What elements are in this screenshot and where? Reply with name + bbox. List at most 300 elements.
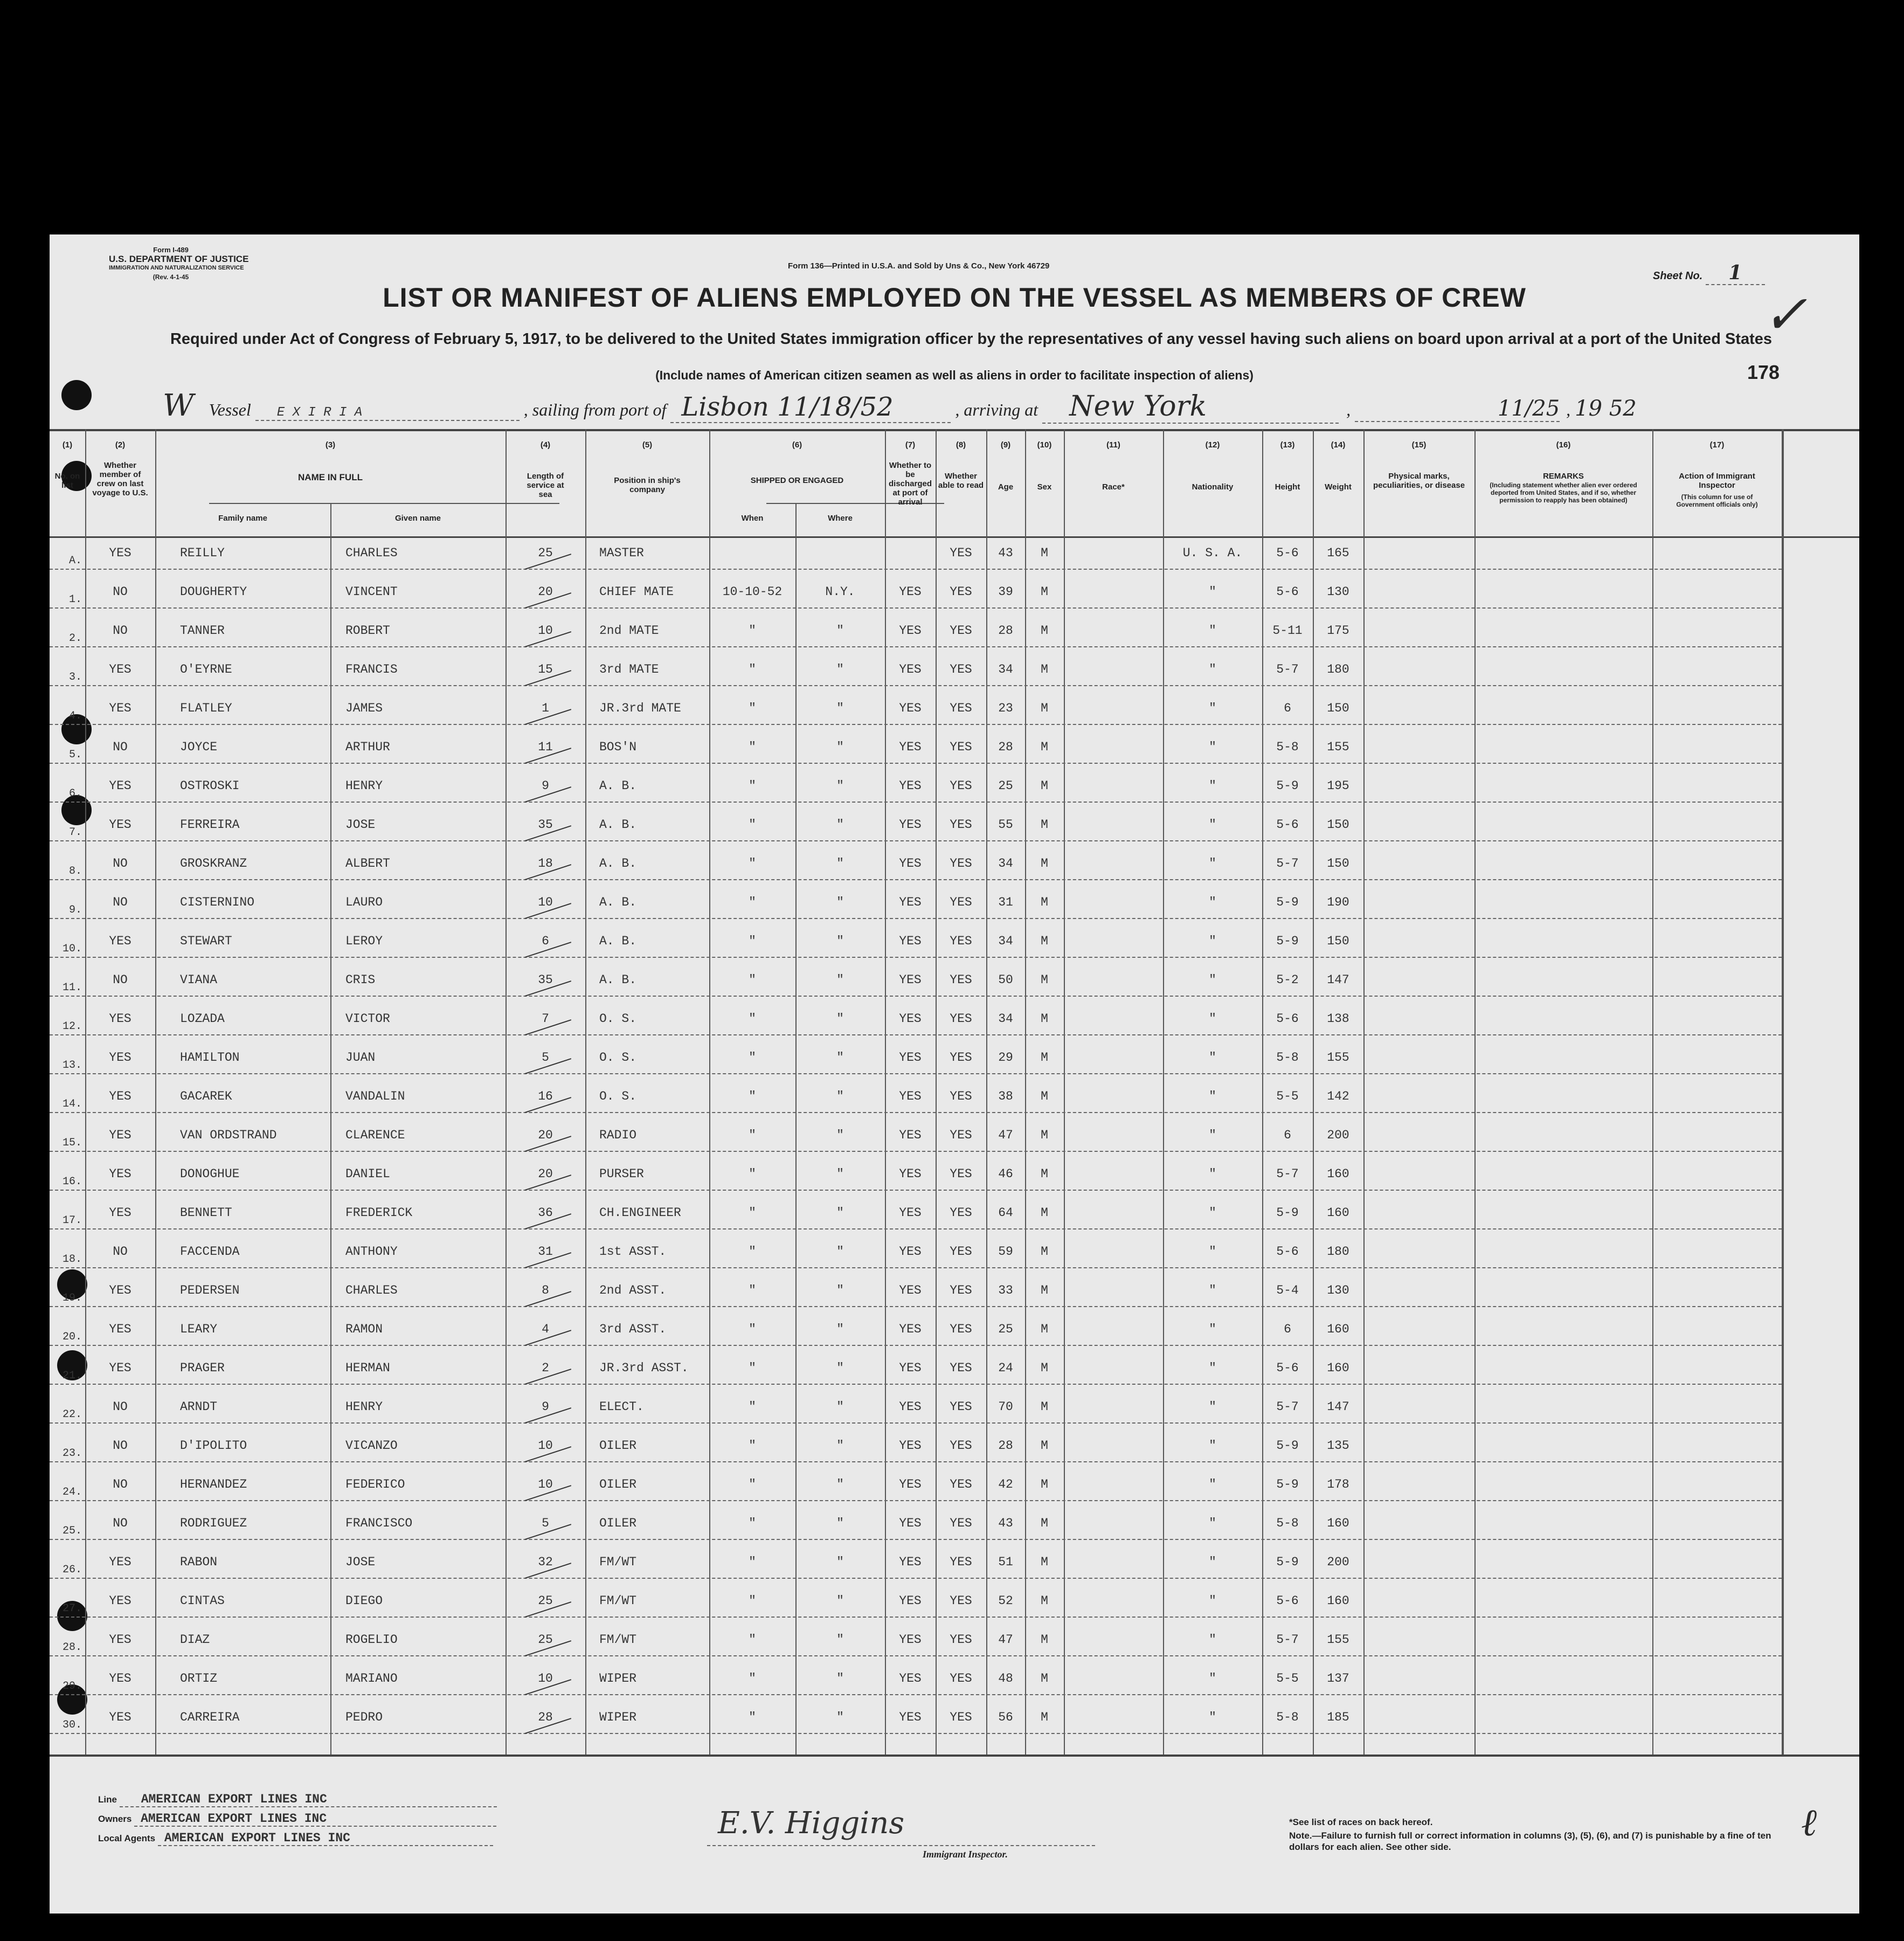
row-separator bbox=[50, 1228, 1782, 1229]
row-separator bbox=[50, 1151, 1782, 1152]
cell-nationality: " bbox=[1209, 1555, 1216, 1569]
cell-service: 35 bbox=[538, 973, 553, 987]
cell-sex: M bbox=[1041, 779, 1048, 793]
cell-service: 11 bbox=[538, 740, 553, 754]
cell-service: 28 bbox=[538, 1710, 553, 1724]
cell-service: 31 bbox=[538, 1245, 553, 1259]
cell-read: YES bbox=[950, 1167, 972, 1181]
cell-given: CRIS bbox=[345, 973, 376, 987]
cell-where: " bbox=[836, 1594, 844, 1608]
cell-discharged: YES bbox=[899, 895, 922, 909]
cell-when: " bbox=[749, 1051, 756, 1065]
cell-family: BENNETT bbox=[180, 1206, 232, 1220]
cell-height: 5-6 bbox=[1276, 818, 1299, 832]
cell-when: " bbox=[749, 934, 756, 948]
column-rule bbox=[1782, 429, 1784, 1755]
cell-last: YES bbox=[109, 1128, 131, 1142]
cell-height: 5-9 bbox=[1276, 895, 1299, 909]
cell-height: 5-7 bbox=[1276, 1400, 1299, 1414]
row-number: 13. bbox=[62, 1059, 82, 1072]
cell-when: " bbox=[749, 1400, 756, 1414]
cell-position: A. B. bbox=[599, 973, 637, 987]
cell-where: " bbox=[836, 1206, 844, 1220]
cell-read: YES bbox=[950, 701, 972, 715]
cell-age: 24 bbox=[998, 1361, 1013, 1375]
cell-last: NO bbox=[113, 856, 128, 871]
cell-sex: M bbox=[1041, 1633, 1048, 1647]
cell-nationality: " bbox=[1209, 585, 1216, 599]
cell-given: JUAN bbox=[345, 1051, 376, 1065]
cell-height: 5-11 bbox=[1272, 624, 1303, 638]
cell-sex: M bbox=[1041, 1439, 1048, 1453]
cell-given: ARTHUR bbox=[345, 740, 390, 754]
cell-weight: 200 bbox=[1327, 1555, 1349, 1569]
cell-position: A. B. bbox=[599, 934, 637, 948]
cell-position: MASTER bbox=[599, 546, 644, 560]
cell-family: PEDERSEN bbox=[180, 1283, 240, 1297]
inspector-signature: E.V. Higgins bbox=[718, 1806, 905, 1841]
cell-position: 2nd MATE bbox=[599, 624, 659, 638]
row-separator bbox=[50, 1733, 1782, 1734]
cell-position: RADIO bbox=[599, 1128, 637, 1142]
cell-nationality: " bbox=[1209, 779, 1216, 793]
cell-sex: M bbox=[1041, 1477, 1048, 1491]
row-separator bbox=[50, 1422, 1782, 1424]
page-title: LIST OR MANIFEST OF ALIENS EMPLOYED ON THE VESSEL AS MEMBERS OF CREW bbox=[383, 282, 1526, 313]
cell-family: DONOGHUE bbox=[180, 1167, 240, 1181]
cell-given: HENRY bbox=[345, 779, 383, 793]
cell-given: HENRY bbox=[345, 1400, 383, 1414]
cell-family: LEARY bbox=[180, 1322, 218, 1336]
cell-position: A. B. bbox=[599, 856, 637, 871]
cell-nationality: " bbox=[1209, 1206, 1216, 1220]
cell-weight: 150 bbox=[1327, 701, 1349, 715]
row-number: 9. bbox=[68, 904, 82, 916]
cell-service: 5 bbox=[542, 1051, 549, 1065]
cell-family: VIANA bbox=[180, 973, 218, 987]
col-16-num: (16) bbox=[1556, 440, 1571, 450]
cell-when: " bbox=[749, 1206, 756, 1220]
cell-when: " bbox=[749, 973, 756, 987]
row-separator bbox=[50, 1384, 1782, 1385]
cell-family: ORTIZ bbox=[180, 1671, 218, 1686]
cell-age: 64 bbox=[998, 1206, 1013, 1220]
column-rule bbox=[1652, 429, 1653, 1755]
cell-last: NO bbox=[113, 973, 128, 987]
cell-service: 25 bbox=[538, 1594, 553, 1608]
cell-where: " bbox=[836, 740, 844, 754]
cell-last: YES bbox=[109, 1710, 131, 1724]
cell-when: " bbox=[749, 701, 756, 715]
cell-sex: M bbox=[1041, 973, 1048, 987]
cell-last: YES bbox=[109, 1012, 131, 1026]
form-id: Form I-489 U.S. DEPARTMENT OF JUSTICE IMMIGRATION AND NATURALIZATION SERVICE (Rev. 4-1-45 bbox=[109, 246, 249, 281]
row-separator bbox=[50, 996, 1782, 997]
cell-given: FRANCIS bbox=[345, 662, 398, 676]
cell-age: 50 bbox=[998, 973, 1013, 987]
cell-given: VINCENT bbox=[345, 585, 398, 599]
cell-sex: M bbox=[1041, 1283, 1048, 1297]
cell-service: 20 bbox=[538, 1167, 553, 1181]
col-17-label: Action of Immigrant Inspector bbox=[1679, 472, 1755, 490]
cell-position: O. S. bbox=[599, 1089, 637, 1103]
cell-when: " bbox=[749, 1594, 756, 1608]
col-6-when-label: When bbox=[741, 514, 764, 523]
cell-position: JR.3rd MATE bbox=[599, 701, 681, 715]
cell-height: 5-6 bbox=[1276, 1361, 1299, 1375]
cell-discharged: YES bbox=[899, 662, 922, 676]
col-3-family-label: Family name bbox=[218, 514, 267, 523]
row-number: 21. bbox=[62, 1370, 82, 1382]
cell-discharged: YES bbox=[899, 1322, 922, 1336]
cell-discharged: YES bbox=[899, 1128, 922, 1142]
cell-given: ANTHONY bbox=[345, 1245, 398, 1259]
cell-when: " bbox=[749, 624, 756, 638]
cell-where: " bbox=[836, 1710, 844, 1724]
cell-family: CINTAS bbox=[180, 1594, 225, 1608]
cell-last: YES bbox=[109, 1283, 131, 1297]
cell-where: " bbox=[836, 1671, 844, 1686]
cell-weight: 178 bbox=[1327, 1477, 1349, 1491]
cell-family: O'EYRNE bbox=[180, 662, 232, 676]
row-number: 19. bbox=[62, 1292, 82, 1304]
cell-nationality: " bbox=[1209, 1322, 1216, 1336]
row-separator bbox=[50, 569, 1782, 570]
cell-where: " bbox=[836, 973, 844, 987]
cell-age: 33 bbox=[998, 1283, 1013, 1297]
cell-sex: M bbox=[1041, 895, 1048, 909]
cell-nationality: " bbox=[1209, 1128, 1216, 1142]
cell-service: 8 bbox=[542, 1283, 549, 1297]
cell-sex: M bbox=[1041, 624, 1048, 638]
col-8-label: Whether able to read bbox=[938, 472, 984, 490]
cell-height: 5-4 bbox=[1276, 1283, 1299, 1297]
cell-height: 6 bbox=[1284, 1322, 1291, 1336]
cell-read: YES bbox=[950, 1012, 972, 1026]
cell-height: 5-6 bbox=[1276, 1245, 1299, 1259]
cell-age: 43 bbox=[998, 546, 1013, 560]
cell-family: PRAGER bbox=[180, 1361, 225, 1375]
cell-read: YES bbox=[950, 1089, 972, 1103]
cell-sex: M bbox=[1041, 1245, 1048, 1259]
cell-family: HERNANDEZ bbox=[180, 1477, 247, 1491]
cell-nationality: " bbox=[1209, 1594, 1216, 1608]
cell-weight: 195 bbox=[1327, 779, 1349, 793]
cell-weight: 147 bbox=[1327, 973, 1349, 987]
cell-weight: 155 bbox=[1327, 1051, 1349, 1065]
cell-discharged: YES bbox=[899, 1400, 922, 1414]
cell-sex: M bbox=[1041, 701, 1048, 715]
cell-age: 38 bbox=[998, 1089, 1013, 1103]
cell-service: 7 bbox=[542, 1012, 549, 1026]
cell-weight: 160 bbox=[1327, 1361, 1349, 1375]
col-5-num: (5) bbox=[642, 440, 653, 450]
cell-where: " bbox=[836, 1322, 844, 1336]
cell-discharged: YES bbox=[899, 1089, 922, 1103]
cell-weight: 200 bbox=[1327, 1128, 1349, 1142]
row-number: 25. bbox=[62, 1525, 82, 1537]
cell-age: 28 bbox=[998, 624, 1013, 638]
cell-given: ROGELIO bbox=[345, 1633, 398, 1647]
row-number: 1. bbox=[68, 593, 82, 606]
cell-last: NO bbox=[113, 585, 128, 599]
cell-height: 5-7 bbox=[1276, 662, 1299, 676]
cell-position: PURSER bbox=[599, 1167, 644, 1181]
cell-when: " bbox=[749, 1089, 756, 1103]
cell-height: 6 bbox=[1284, 701, 1291, 715]
cell-sex: M bbox=[1041, 856, 1048, 871]
cell-sex: M bbox=[1041, 934, 1048, 948]
cell-when: " bbox=[749, 1671, 756, 1686]
cell-family: FLATLEY bbox=[180, 701, 232, 715]
cell-height: 5-7 bbox=[1276, 1167, 1299, 1181]
page-stamp: 178 bbox=[1747, 361, 1780, 383]
cell-service: 18 bbox=[538, 856, 553, 871]
cell-height: 5-8 bbox=[1276, 1516, 1299, 1530]
cell-read: YES bbox=[950, 1361, 972, 1375]
row-number: 12. bbox=[62, 1020, 82, 1033]
cell-sex: M bbox=[1041, 1128, 1048, 1142]
cell-weight: 180 bbox=[1327, 662, 1349, 676]
cell-given: CLARENCE bbox=[345, 1128, 405, 1142]
cell-last: YES bbox=[109, 1051, 131, 1065]
cell-where: " bbox=[836, 1012, 844, 1026]
cell-read: YES bbox=[950, 1206, 972, 1220]
cell-discharged: YES bbox=[899, 1245, 922, 1259]
cell-height: 5-6 bbox=[1276, 585, 1299, 599]
cell-where: " bbox=[836, 662, 844, 676]
cell-discharged: YES bbox=[899, 1477, 922, 1491]
cell-nationality: " bbox=[1209, 1051, 1216, 1065]
cell-last: YES bbox=[109, 934, 131, 948]
row-number: 15. bbox=[62, 1137, 82, 1149]
row-number: 27. bbox=[62, 1602, 82, 1615]
row-number: 14. bbox=[62, 1098, 82, 1110]
col-6-num: (6) bbox=[792, 440, 802, 450]
cell-family: GACAREK bbox=[180, 1089, 232, 1103]
col-14-label: Weight bbox=[1325, 482, 1352, 492]
cell-service: 1 bbox=[542, 701, 549, 715]
cell-last: YES bbox=[109, 701, 131, 715]
cell-sex: M bbox=[1041, 1361, 1048, 1375]
cell-discharged: YES bbox=[899, 1167, 922, 1181]
cell-weight: 160 bbox=[1327, 1594, 1349, 1608]
cell-sex: M bbox=[1041, 1167, 1048, 1181]
cell-where: " bbox=[836, 1245, 844, 1259]
cell-weight: 160 bbox=[1327, 1322, 1349, 1336]
cell-age: 23 bbox=[998, 701, 1013, 715]
cell-discharged: YES bbox=[899, 856, 922, 871]
cell-position: OILER bbox=[599, 1439, 637, 1453]
cell-sex: M bbox=[1041, 740, 1048, 754]
cell-weight: 130 bbox=[1327, 585, 1349, 599]
cell-family: RODRIGUEZ bbox=[180, 1516, 247, 1530]
cell-where: " bbox=[836, 895, 844, 909]
cell-read: YES bbox=[950, 1400, 972, 1414]
cell-where: " bbox=[836, 856, 844, 871]
cell-where: " bbox=[836, 1516, 844, 1530]
cell-where: N.Y. bbox=[825, 585, 855, 599]
row-separator bbox=[50, 646, 1782, 647]
cell-when: " bbox=[749, 1361, 756, 1375]
cell-given: RAMON bbox=[345, 1322, 383, 1336]
col-9-num: (9) bbox=[1000, 440, 1011, 450]
cell-service: 10 bbox=[538, 624, 553, 638]
cell-where: " bbox=[836, 701, 844, 715]
cell-given: CHARLES bbox=[345, 546, 398, 560]
cell-read: YES bbox=[950, 1477, 972, 1491]
cell-last: YES bbox=[109, 1633, 131, 1647]
cell-service: 10 bbox=[538, 1671, 553, 1686]
cell-age: 28 bbox=[998, 740, 1013, 754]
cell-weight: 160 bbox=[1327, 1206, 1349, 1220]
row-separator bbox=[50, 1578, 1782, 1579]
col-3-given-label: Given name bbox=[394, 514, 441, 523]
cell-position: CHIEF MATE bbox=[599, 585, 674, 599]
cell-age: 47 bbox=[998, 1128, 1013, 1142]
cell-position: OILER bbox=[599, 1516, 637, 1530]
cell-nationality: " bbox=[1209, 1167, 1216, 1181]
cell-given: JOSE bbox=[345, 1555, 376, 1569]
col-16-sub-label: (Including statement whether alien ever ordered deported from United States, and if so, whether permission to reapply has been obtained) bbox=[1490, 481, 1637, 504]
cell-discharged: YES bbox=[899, 701, 922, 715]
cell-position: A. B. bbox=[599, 818, 637, 832]
cell-family: DOUGHERTY bbox=[180, 585, 247, 599]
col-5-label: Position in ship's company bbox=[614, 476, 681, 494]
cell-given: VICTOR bbox=[345, 1012, 390, 1026]
cell-last: YES bbox=[109, 662, 131, 676]
cell-where: " bbox=[836, 779, 844, 793]
col-12-label: Nationality bbox=[1192, 482, 1234, 492]
cell-where: " bbox=[836, 1477, 844, 1491]
cell-where: " bbox=[836, 934, 844, 948]
cell-last: NO bbox=[113, 1400, 128, 1414]
cell-age: 34 bbox=[998, 856, 1013, 871]
cell-service: 25 bbox=[538, 1633, 553, 1647]
cell-height: 5-9 bbox=[1276, 1206, 1299, 1220]
cell-age: 25 bbox=[998, 779, 1013, 793]
cell-when: " bbox=[749, 1633, 756, 1647]
cell-position: OILER bbox=[599, 1477, 637, 1491]
cell-given: VICANZO bbox=[345, 1439, 398, 1453]
cell-height: 5-5 bbox=[1276, 1089, 1299, 1103]
cell-read: YES bbox=[950, 1283, 972, 1297]
row-number: 4. bbox=[68, 710, 82, 722]
cell-read: YES bbox=[950, 1439, 972, 1453]
cell-discharged: YES bbox=[899, 1283, 922, 1297]
cell-given: VANDALIN bbox=[345, 1089, 405, 1103]
col-13-label: Height bbox=[1275, 482, 1300, 492]
col-4-label: Length of service at sea bbox=[527, 472, 564, 499]
col-11-num: (11) bbox=[1106, 440, 1120, 450]
cell-position: 3rd ASST. bbox=[599, 1322, 667, 1336]
row-separator bbox=[50, 1034, 1782, 1035]
cell-height: 5-8 bbox=[1276, 740, 1299, 754]
cell-weight: 150 bbox=[1327, 818, 1349, 832]
cell-sex: M bbox=[1041, 818, 1048, 832]
col-1-num: (1) bbox=[62, 440, 73, 450]
cell-read: YES bbox=[950, 1555, 972, 1569]
row-number: 7. bbox=[68, 826, 82, 839]
cell-nationality: " bbox=[1209, 856, 1216, 871]
requirement-text: Required under Act of Congress of February 5, 1917, to be delivered to the United States immigration officer by the representatives of any vessel having such aliens on board upon arrival at a port of the United States bbox=[170, 330, 1773, 348]
cell-sex: M bbox=[1041, 546, 1048, 560]
cell-age: 29 bbox=[998, 1051, 1013, 1065]
col-3-num: (3) bbox=[325, 440, 336, 450]
cell-age: 51 bbox=[998, 1555, 1013, 1569]
cell-position: BOS'N bbox=[599, 740, 637, 754]
cell-last: YES bbox=[109, 1322, 131, 1336]
cell-given: MARIANO bbox=[345, 1671, 398, 1686]
cell-position: CH.ENGINEER bbox=[599, 1206, 681, 1220]
cell-weight: 160 bbox=[1327, 1516, 1349, 1530]
cell-discharged: YES bbox=[899, 818, 922, 832]
cell-last: NO bbox=[113, 1245, 128, 1259]
cell-age: 59 bbox=[998, 1245, 1013, 1259]
cell-when: " bbox=[749, 1477, 756, 1491]
cell-weight: 165 bbox=[1327, 546, 1349, 560]
row-separator bbox=[50, 1617, 1782, 1618]
cell-when: " bbox=[749, 1167, 756, 1181]
cell-position: 1st ASST. bbox=[599, 1245, 667, 1259]
sheet-number: Sheet No. 1 bbox=[1653, 261, 1765, 285]
cell-family: RABON bbox=[180, 1555, 218, 1569]
cell-height: 5-9 bbox=[1276, 1477, 1299, 1491]
cell-weight: 155 bbox=[1327, 740, 1349, 754]
initial-mark: ℓ bbox=[1801, 1800, 1817, 1845]
cell-position: ELECT. bbox=[599, 1400, 644, 1414]
cell-last: YES bbox=[109, 779, 131, 793]
cell-position: JR.3rd ASST. bbox=[599, 1361, 689, 1375]
check-mark-icon: ✓ bbox=[1762, 283, 1808, 346]
cell-position: WIPER bbox=[599, 1671, 637, 1686]
cell-where: " bbox=[836, 1051, 844, 1065]
row-separator bbox=[50, 1345, 1782, 1346]
cell-height: 5-8 bbox=[1276, 1710, 1299, 1724]
cell-read: YES bbox=[950, 1671, 972, 1686]
cell-discharged: YES bbox=[899, 1555, 922, 1569]
row-number: 22. bbox=[62, 1408, 82, 1421]
table-bottom-rule bbox=[50, 1755, 1859, 1757]
cell-service: 16 bbox=[538, 1089, 553, 1103]
cell-discharged: YES bbox=[899, 585, 922, 599]
cell-age: 48 bbox=[998, 1671, 1013, 1686]
cell-given: JAMES bbox=[345, 701, 383, 715]
cell-given: FRANCISCO bbox=[345, 1516, 413, 1530]
col-2-num: (2) bbox=[115, 440, 126, 450]
cell-discharged: YES bbox=[899, 1594, 922, 1608]
col-15-num: (15) bbox=[1411, 440, 1427, 450]
cell-sex: M bbox=[1041, 1012, 1048, 1026]
cell-family: STEWART bbox=[180, 934, 232, 948]
cell-where: " bbox=[836, 1555, 844, 1569]
cell-last: NO bbox=[113, 895, 128, 909]
col-8-num: (8) bbox=[956, 440, 966, 450]
cell-age: 56 bbox=[998, 1710, 1013, 1724]
row-number: 29. bbox=[62, 1680, 82, 1693]
cell-last: NO bbox=[113, 624, 128, 638]
col-13-num: (13) bbox=[1280, 440, 1295, 450]
cell-sex: M bbox=[1041, 1400, 1048, 1414]
col-17-sub-label: (This column for use of Government officials only) bbox=[1676, 493, 1758, 508]
col-10-num: (10) bbox=[1037, 440, 1052, 450]
cell-where: " bbox=[836, 1283, 844, 1297]
cell-given: FREDERICK bbox=[345, 1206, 413, 1220]
signature-line bbox=[707, 1845, 1095, 1846]
table-top-rule bbox=[50, 429, 1859, 431]
cell-age: 34 bbox=[998, 1012, 1013, 1026]
col-4-num: (4) bbox=[540, 440, 551, 450]
